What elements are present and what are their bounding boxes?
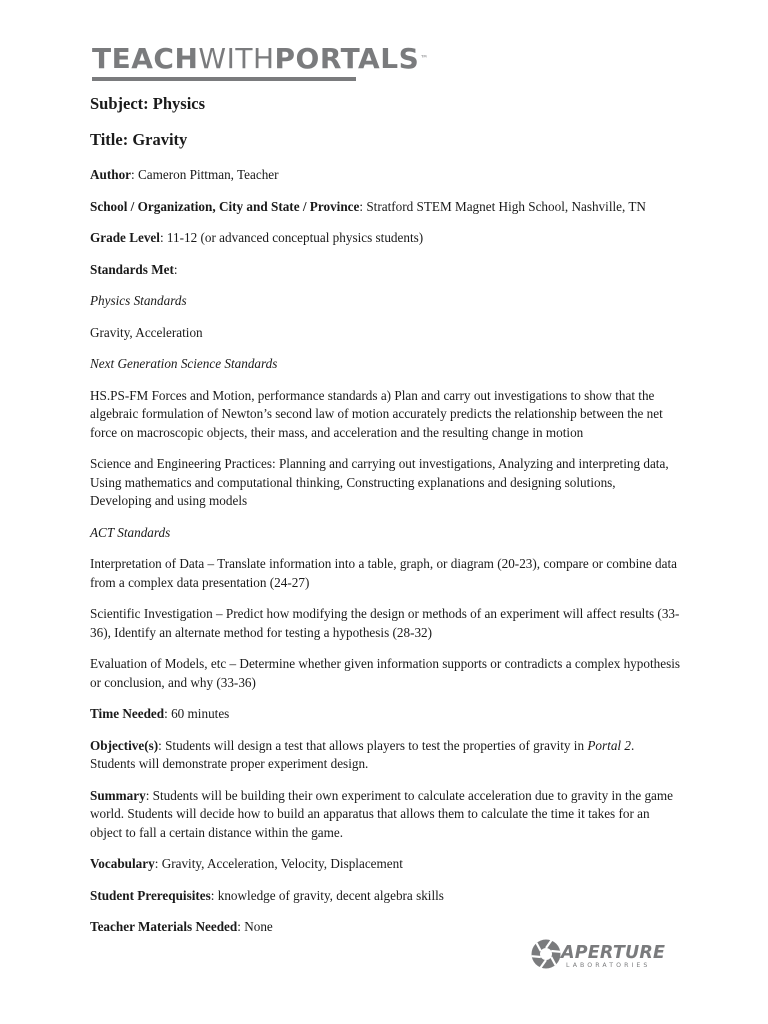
logo-part-with: WITH	[198, 42, 275, 75]
summary-line	[90, 787, 680, 843]
author-label: Author	[90, 167, 132, 182]
teach-with-portals-logo	[92, 42, 429, 81]
ngss-practices: Science and Engineering Practices: Planning and carrying out investigations, Analyzing and interpreting data, Using mathematics and computational thinking, Constructing explanations and designing solutions, Developing and using models	[90, 456, 669, 508]
summary-value: : Students will be building their own experiment to calculate acceleration due to gravity in the game world. Students will decide how to build an apparatus that allows them to calculate the time it takes for an object to fall a certain distance within the game.	[90, 787, 674, 840]
materials-label: Teacher Materials Needed	[90, 919, 238, 934]
materials-line	[90, 918, 680, 937]
aperture-laboratories-logo	[530, 937, 665, 971]
prerequisites-line	[90, 887, 680, 906]
vocabulary-line	[90, 855, 680, 874]
objective-value-a: : Students will design a test that allows players to test the properties of gravity in	[158, 737, 588, 753]
act-heading: ACT Standards	[90, 524, 171, 540]
aperture-laboratories-text: LABORATORIES	[566, 962, 651, 969]
school-line	[90, 198, 680, 217]
title-heading: Title: Gravity	[90, 130, 188, 149]
act-investigation: Scientific Investigation – Predict how modifying the design or methods of an experiment will affect results (33-36), Identify an alternate method for testing a hypothesis (28-32)	[90, 606, 680, 640]
school-value: : Stratford STEM Magnet High School, Nashville, TN	[359, 198, 646, 214]
grade-value: : 11-12 (or advanced conceptual physics students)	[159, 230, 424, 245]
standards-label: Standards Met	[90, 261, 174, 277]
author-line	[90, 166, 680, 185]
time-label: Time Needed	[90, 706, 165, 721]
summary-label: Summary	[90, 787, 146, 803]
logo-part-teach: TEACH	[92, 42, 199, 75]
objective-value-b: . Students will demonstrate proper experiment design.	[90, 737, 635, 771]
ngss-forces-motion: HS.PS-FM Forces and Motion, performance standards a) Plan and carry out investigations to show that the algebraic formulation of Newton’s second law of motion accurately predicts the relationship between the net force on macroscopic objects, their mass, and acceleration and the resulting change in motion	[90, 387, 663, 440]
subject-heading: Subject: Physics	[90, 94, 206, 113]
aperture-ring-icon	[532, 940, 561, 969]
time-line	[90, 705, 680, 724]
act-evaluation: Evaluation of Models, etc – Determine whether given information supports or contradicts a complex hypothesis or conclusion, and why (33-36)	[90, 656, 680, 690]
objective-label: Objective(s)	[90, 737, 159, 753]
logo-wordmark	[92, 42, 429, 75]
vocabulary-label: Vocabulary	[90, 856, 155, 871]
aperture-wordmark: APERTURE	[561, 943, 665, 963]
physics-standards-heading: Physics Standards	[90, 293, 187, 308]
vocabulary-value: : Gravity, Acceleration, Velocity, Displacement	[154, 856, 403, 871]
logo-trademark: ™	[420, 54, 429, 63]
objective-line	[90, 737, 680, 774]
ngss-heading: Next Generation Science Standards	[90, 356, 278, 371]
prerequisites-label: Student Prerequisites	[90, 887, 211, 903]
lesson-plan-body	[90, 93, 680, 950]
physics-topics: Gravity, Acceleration	[90, 324, 203, 340]
materials-value: : None	[237, 919, 273, 934]
prerequisites-value: : knowledge of gravity, decent algebra skills	[210, 887, 444, 903]
act-interpretation: Interpretation of Data – Translate information into a table, graph, or diagram (20-23), compare or combine data from a complex data presentation (24-27)	[90, 556, 678, 590]
school-label: School / Organization, City and State / Province	[90, 198, 360, 214]
time-value: : 60 minutes	[164, 706, 230, 721]
grade-line	[90, 229, 680, 248]
logo-underline-bar	[92, 77, 356, 81]
objective-game-title: Portal 2	[587, 737, 631, 753]
author-value: : Cameron Pittman, Teacher	[131, 167, 279, 182]
standards-line	[90, 261, 680, 280]
standards-colon: :	[173, 261, 178, 277]
grade-label: Grade Level	[90, 230, 160, 245]
logo-part-portals: PORTALS	[274, 42, 420, 75]
